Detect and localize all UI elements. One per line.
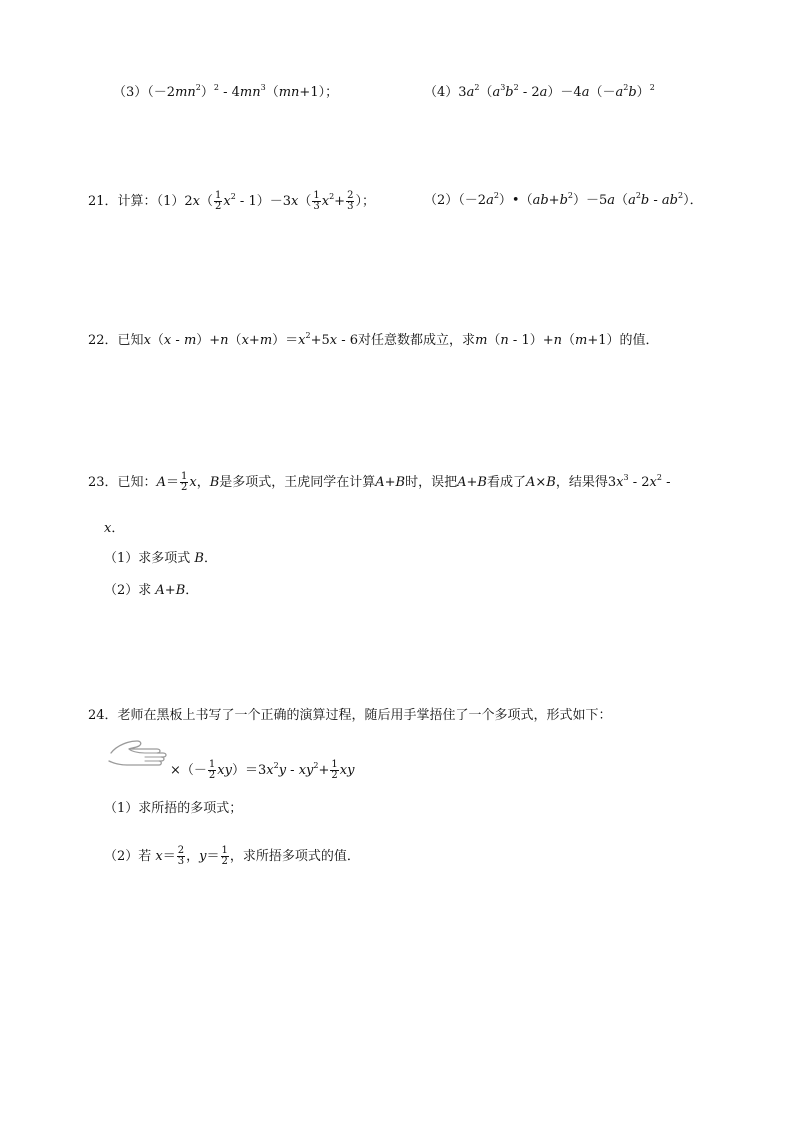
problem-24-number: 24．: [88, 708, 118, 723]
problem-21-part1-expression: 2x（ $\frac{1}{2}$ $x^2 - 1)-3x$（ $\frac{1}{3}$ $x^2+$ $\frac{2}{3}$ ）；: [184, 190, 375, 212]
problem-24-q2-text-a: （2）若: [104, 849, 152, 864]
problem-20-3-expression: $(-2mn^2)^2 - 4mn^3(mn+1)$；: [147, 83, 339, 100]
problem-20-4-label: （4）: [424, 85, 459, 100]
problem-21-part2-label: （2）: [424, 193, 459, 208]
hand-icon: [107, 735, 171, 775]
problem-22: [88, 331, 659, 351]
problem-23-q2-var: A+B: [155, 583, 186, 598]
problem-23-sum-1: A+B: [375, 475, 406, 490]
problem-22-text-c: 的值．: [619, 333, 659, 348]
problem-23-def-a: A＝ $\frac{1}{2}$ x，B: [156, 471, 220, 493]
problem-20-3-label: （3）: [113, 85, 148, 100]
problem-23-q1-text: （1）求多项式: [104, 551, 191, 566]
problem-23-text-c: 时，误把: [405, 475, 458, 490]
problem-23-text-b: 是多项式，王虎同学在计算: [219, 475, 376, 490]
problem-23-question-1: （1）求多项式 B．: [104, 551, 217, 566]
problem-20-4-expression: $3a^2(a^3b^2 - 2a)-4a(-a^2b)^2$: [458, 83, 655, 100]
problem-20-4: [424, 83, 655, 103]
problem-22-text-a: 已知: [117, 333, 144, 348]
problem-22-equation: $x(x - m)+n(x+m)=x^2+5x - 6$: [143, 331, 359, 348]
problem-23-q2-text: （2）求: [104, 583, 152, 598]
problem-24: [88, 706, 612, 726]
problem-24-q2-text-b: ，求所捂多项式的值．: [229, 849, 360, 864]
problem-24-question-2: [104, 846, 360, 867]
problem-22-target: m（n - 1）+n（m+1）: [475, 333, 620, 348]
problem-24-question-1: [104, 799, 242, 819]
problem-23: [88, 472, 671, 493]
problem-23-text-a: 已知：: [117, 475, 157, 490]
problem-21-part2: [424, 191, 703, 211]
problem-24-equation: ×（－ $\frac{1}{2}$ $xy)=3x^2y - xy^2+$ $\frac{1}{2}$ xy: [170, 759, 355, 781]
problem-23-number: 23．: [88, 475, 118, 490]
problem-20-3: [113, 83, 338, 103]
problem-23-result: $3x^3 - 2x^2$ -: [607, 473, 671, 490]
problem-21: [88, 191, 375, 212]
problem-23-sum-2: A+B: [457, 475, 487, 490]
problem-22-number: 22．: [88, 333, 118, 348]
problem-21-part1-label: （1）: [156, 194, 185, 209]
problem-23-continuation: x．: [104, 521, 125, 536]
problem-24-text: 老师在黑板上书写了一个正确的演算过程，随后用手掌捂住了一个多项式，形式如下：: [117, 708, 612, 723]
problem-23-q1-var: B: [194, 551, 204, 566]
problem-21-intro: 计算：: [117, 194, 157, 209]
problem-23-text-e: ，结果得: [555, 475, 608, 490]
problem-23-text-d: 看成了: [486, 475, 526, 490]
problem-23-product: A×B: [526, 475, 556, 490]
problem-21-number: 21．: [88, 194, 118, 209]
problem-23-question-2: （2）求 A+B．: [104, 583, 199, 598]
problem-22-text-b: 对任意数都成立，求: [358, 333, 476, 348]
problem-24-q2-values: x＝ $\frac{2}{3}$ ，y＝ $\frac{1}{2}$: [155, 845, 228, 867]
problem-24-q1-text: （1）求所捂的多项式；: [104, 801, 243, 816]
problem-21-part2-expression: $(-2a^2)•(ab+b^2)-5a(a^2b - ab^2)$．: [458, 191, 703, 208]
